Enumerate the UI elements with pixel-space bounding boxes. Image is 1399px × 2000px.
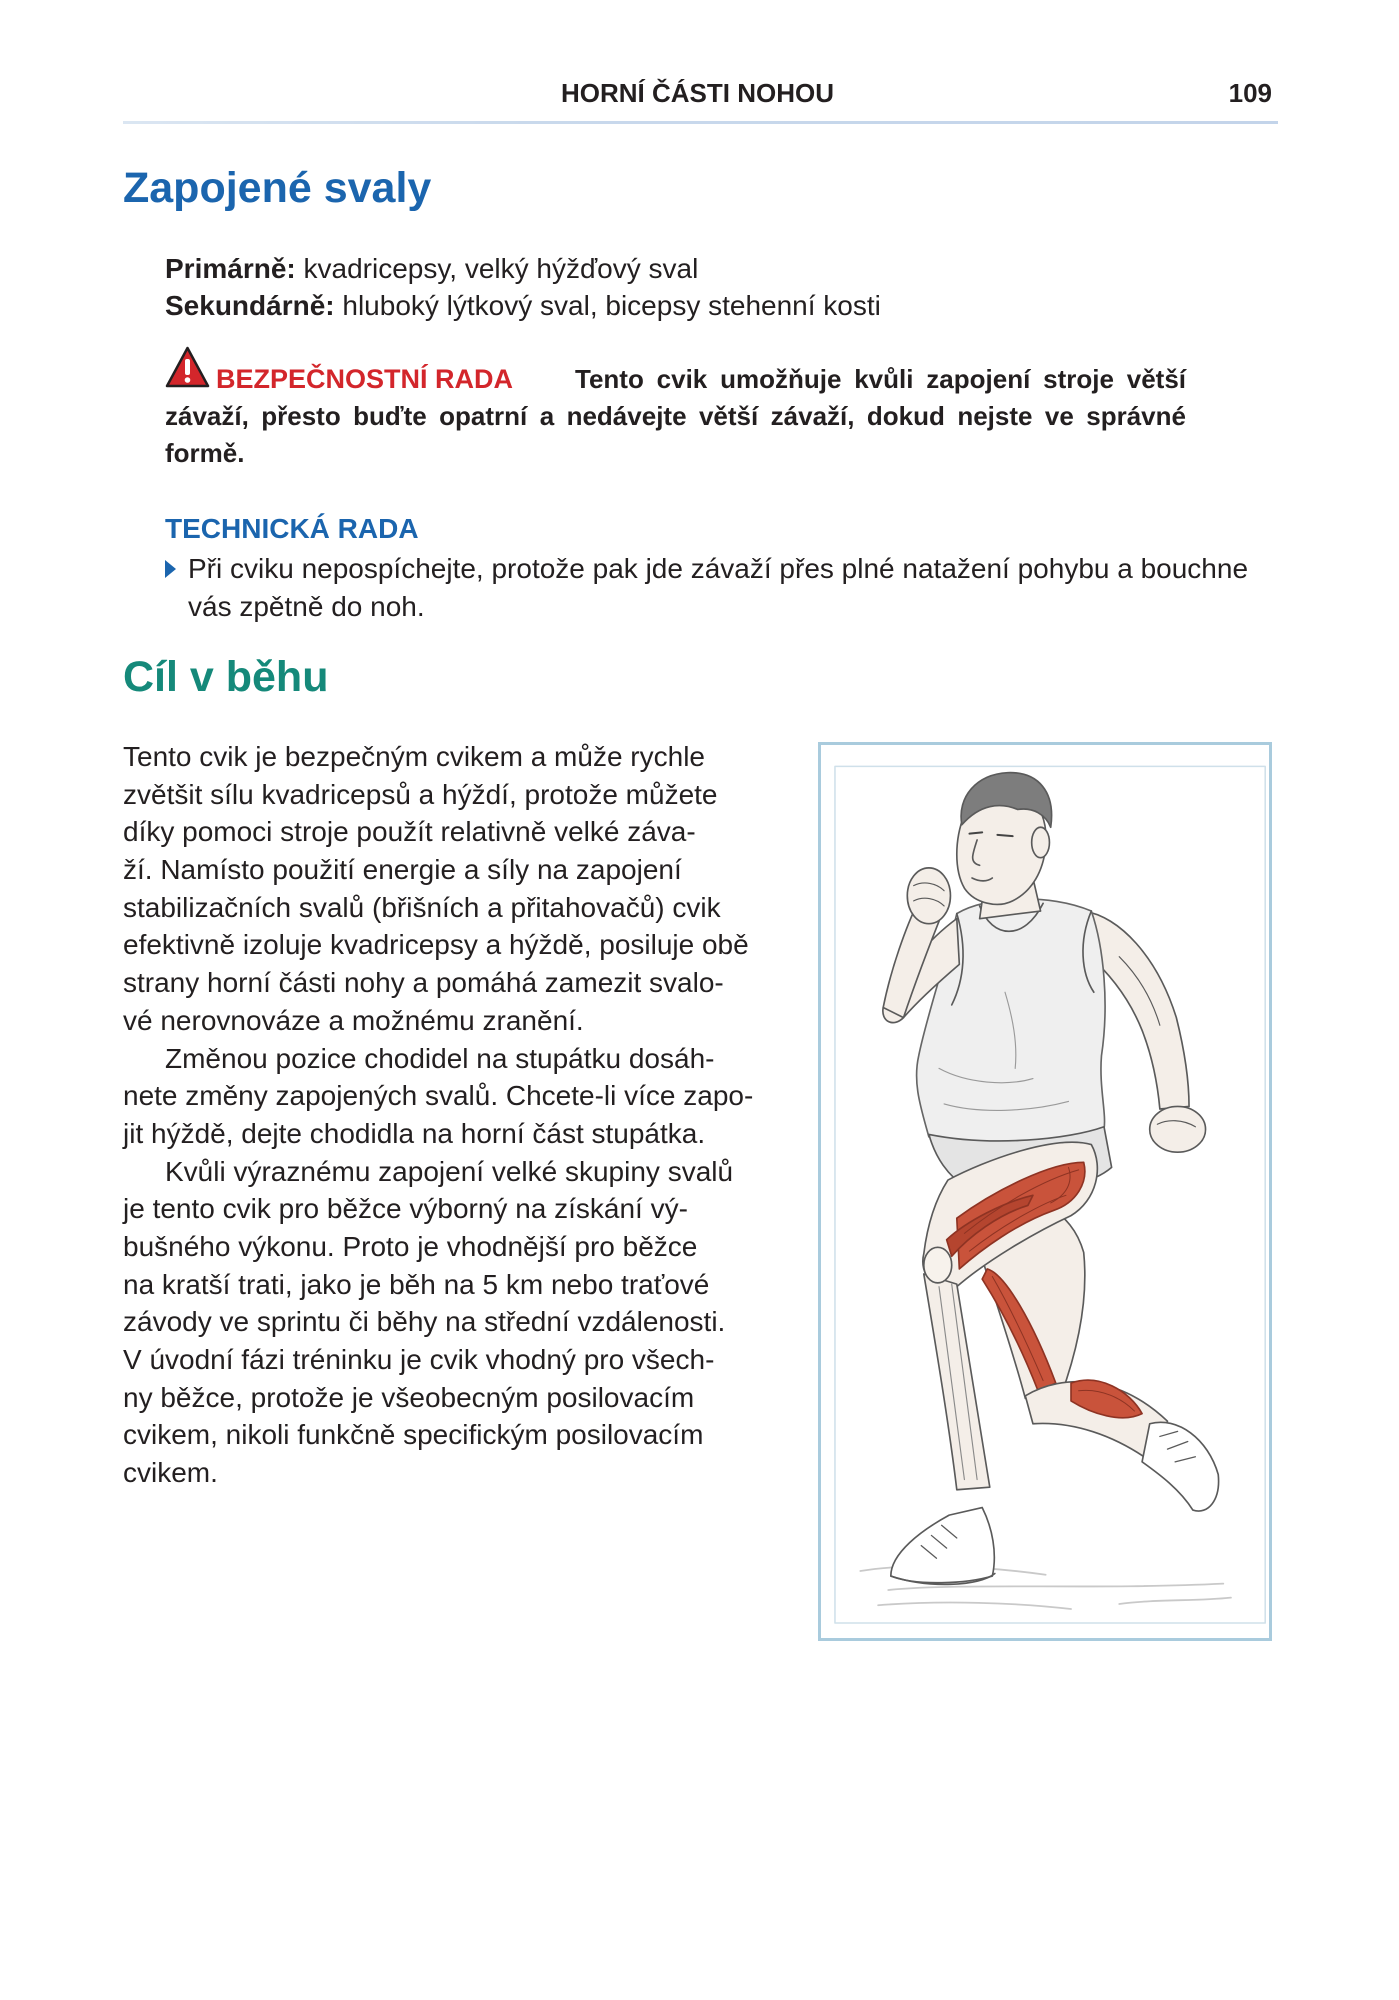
header-rule — [123, 121, 1278, 124]
body-text-line: jit hýždě, dejte chodidla na horní část stupátka. — [123, 1117, 706, 1149]
body-text-line: je tento cvik pro běžce výborný na získání vý- — [123, 1193, 688, 1225]
safety-tip-line: formě. — [165, 438, 245, 468]
safety-tip — [165, 361, 1186, 472]
body-text-line: efektivně izoluje kvadricepsy a hýždě, posiluje obě — [123, 929, 749, 961]
front-shin — [924, 1274, 990, 1490]
body-text-line: stabilizačních svalů (břišních a přitahovačů) cvik — [123, 891, 721, 923]
secondary-muscles-text: hluboký lýtkový sval, bicepsy stehenní kosti — [342, 290, 881, 321]
body-text-line: Tento cvik je bezpečným cvikem a může rychle — [123, 741, 705, 772]
body-text-line: závody ve sprintu či běhy na střední vzdálenosti. — [123, 1306, 726, 1338]
body-text-line: na kratší trati, jako je běh na 5 km nebo traťové — [123, 1268, 710, 1300]
running-header-title: HORNÍ ČÁSTI NOHOU — [561, 78, 834, 108]
running-goal-body — [123, 738, 773, 1492]
body-text-line: ží. Namísto použití energie a síly na zapojení — [123, 854, 682, 886]
front-hand — [907, 868, 950, 924]
body-text-line: zvětšit sílu kvadricepsů a hýždí, protože můžete — [123, 778, 718, 810]
ground-shadow-line — [878, 1603, 1071, 1610]
kneecap — [924, 1247, 952, 1283]
triangle-bullet-icon — [165, 560, 176, 578]
safety-tip-label: BEZPEČNOSTNÍ RADA — [216, 364, 514, 394]
back-shoe — [1142, 1422, 1218, 1511]
primary-muscles-label: Primárně: — [165, 253, 296, 284]
safety-tip-text: Tento cvik umožňuje kvůli zapojení stroje větší — [575, 364, 1186, 394]
body-text-line: strany horní části nohy a pomáhá zamezit svalo- — [123, 967, 724, 999]
technique-tip-line — [165, 550, 1248, 588]
safety-tip-line: závaží, přesto buďte opatrní a nedávejte větší závaží, dokud nejste ve správné — [165, 401, 1186, 431]
body-text-line: bušného výkonu. Proto je vhodnější pro běžce — [123, 1230, 698, 1262]
back-fist — [1150, 1106, 1206, 1152]
illustration-frame — [818, 742, 1272, 1641]
body-text-line: díky pomoci stroje použít relativně velké záva- — [123, 816, 696, 848]
warning-exclamation-dot — [185, 377, 191, 383]
back-leg — [982, 1203, 1218, 1511]
warning-exclamation-bar — [185, 359, 190, 375]
runner-leg-muscles-illustration — [821, 745, 1269, 1638]
technique-tip-text: vás zpětně do noh. — [188, 591, 425, 622]
technique-tip — [165, 550, 1248, 626]
warning-triangle-icon — [165, 361, 210, 398]
technique-tip-label: TECHNICKÁ RADA — [165, 513, 419, 544]
secondary-muscles-row — [165, 287, 881, 324]
runner-head — [957, 773, 1052, 919]
body-text-line: nete změny zapojených svalů. Chcete-li více zapo- — [123, 1080, 754, 1112]
primary-muscles-text: kvadricepsy, velký hýžďový sval — [303, 253, 699, 284]
body-text-line: V úvodní fázi tréninku je cvik vhodný pro všech- — [123, 1344, 715, 1375]
technique-tip-line — [165, 588, 1248, 626]
page-number: 109 — [1228, 78, 1272, 108]
ear — [1032, 827, 1050, 857]
body-text-line: vé nerovnováze a možnému zranění. — [123, 1004, 584, 1036]
body-text-line: Změnou pozice chodidel na stupátku dosáh- — [165, 1042, 715, 1074]
body-text-line: cvikem. — [123, 1457, 218, 1489]
body-text-line: ny běžce, protože je všeobecným posilovacím — [123, 1381, 695, 1413]
body-text-line: Kvůli výraznému zapojení velké skupiny svalů — [165, 1155, 734, 1187]
muscles-heading: Zapojené svaly — [123, 164, 432, 212]
primary-muscles-row — [165, 250, 881, 287]
technique-tip-text: Při cviku nepospíchejte, protože pak jde závaží přes plné natažení pohybu a bouchne — [188, 553, 1249, 584]
secondary-muscles-label: Sekundárně: — [165, 290, 335, 321]
safety-tip-line — [165, 361, 1186, 398]
muscles-list — [165, 250, 881, 324]
ground-shadow-line — [1119, 1598, 1231, 1604]
warning-triangle-graphic — [165, 346, 210, 389]
running-goal-heading: Cíl v běhu — [123, 653, 329, 701]
body-text-line: cvikem, nikoli funkčně specifickým posilovacím — [123, 1419, 704, 1451]
